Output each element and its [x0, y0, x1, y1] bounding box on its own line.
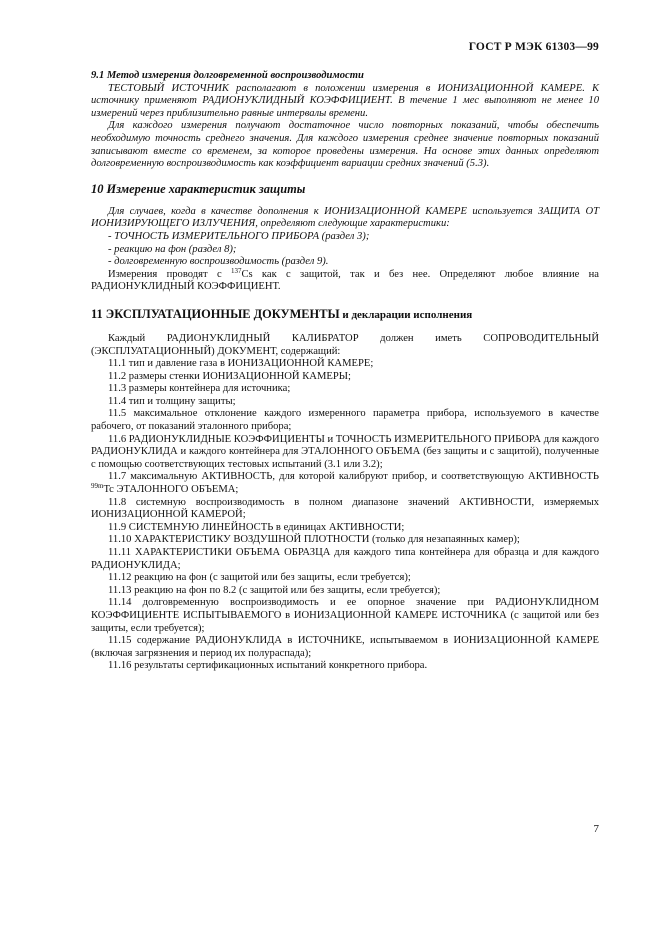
item-11-10: 11.10 ХАРАКТЕРИСТИКУ ВОЗДУШНОЙ ПЛОТНОСТИ (только для незапаянных камер); — [108, 534, 520, 546]
subsection-9-1-paragraph-2: Для каждого измерения получают достаточное число повторных показаний, чтобы обеспечить необходимую точность среднего значения. Для каждого измерения среднее значение повторных показаний записывают вместе со временем, за которое проведены измерения. На основе этих данных определяют долговременную воспроизводимость как коэффициент вариации средних значений (5.3). — [91, 120, 599, 170]
section-11-heading-rest: и декларации исполнения — [339, 308, 473, 321]
doc-code-header: ГОСТ Р МЭК 61303—99 — [468, 41, 599, 53]
item-11-15: 11.15 содержание РАДИОНУКЛИДА в ИСТОЧНИКЕ, испытываемом в ИОНИЗАЦИОННОЙ КАМЕРЕ (включая загрязнения и период их полураспада); — [91, 635, 599, 659]
isotope-99m: 99m — [91, 482, 104, 491]
measurement-note-start: Измерения проводят с — [108, 268, 231, 280]
item-11-9: 11.9 СИСТЕМНУЮ ЛИНЕЙНОСТЬ в единицах АКТИВНОСТИ; — [108, 521, 405, 533]
section-11-heading-main: 11 ЭКСПЛУАТАЦИОННЫЕ ДОКУМЕНТЫ — [91, 306, 340, 321]
section-10-heading: 10 Измерение характеристик защиты — [91, 181, 306, 196]
section-10-item-1: - ТОЧНОСТЬ ИЗМЕРИТЕЛЬНОГО ПРИБОРА (раздел 3); — [108, 230, 370, 242]
item-11-4: 11.4 тип и толщину защиты; — [108, 395, 236, 407]
section-10-intro: Для случаев, когда в качестве дополнения к ИОНИЗАЦИОННОЙ КАМЕРЕ используется ЗАЩИТА ОТ ИОНИЗИРУЮЩЕГО ИЗЛУЧЕНИЯ, определяют следующие характеристики: — [91, 205, 599, 230]
item-11-7 — [91, 471, 599, 496]
item-11-6: 11.6 РАДИОНУКЛИДНЫЕ КОЭФФИЦИЕНТЫ и ТОЧНОСТЬ ИЗМЕРИТЕЛЬНОГО ПРИБОРА для каждого РАДИОНУКЛИДА и каждого контейнера для ЭТАЛОННОГО ОБЪЕМА (без защиты и с защитой), полученные с помощью соответствующих тестовых испытаний (3.1 или 3.2); — [91, 433, 599, 470]
item-11-8: 11.8 системную воспроизводимость в полном диапазоне значений АКТИВНОСТИ, измеряемых ИОНИЗАЦИОННОЙ КАМЕРОЙ; — [91, 496, 599, 521]
section-11-intro: Каждый РАДИОНУКЛИДНЫЙ КАЛИБРАТОР должен иметь СОПРОВОДИТЕЛЬНЫЙ (ЭКСПЛУАТАЦИОННЫЙ) ДОКУМЕНТ, содержащий: — [91, 332, 599, 357]
item-11-7-start: 11.7 максимальную АКТИВНОСТЬ, для которой калибруют прибор, и соответствующую АКТИВНОСТЬ — [108, 471, 599, 483]
item-11-13: 11.13 реакцию на фон по 8.2 (с защитой или без защиты, если требуется); — [108, 584, 441, 596]
item-11-16: 11.16 результаты сертификационных испытаний конкретного прибора. — [108, 660, 428, 672]
item-11-14: 11.14 долговременную воспроизводимость и ее опорное значение при РАДИОНУКЛИДНОМ КОЭФФИЦИЕНТЕ ИСПЫТЫВАЕМОГО в ИОНИЗАЦИОННОЙ КАМЕРЕ ИСТОЧНИКА (с защитой или без защиты, если требуется); — [91, 597, 599, 634]
item-11-3: 11.3 размеры контейнера для источника; — [108, 383, 291, 395]
item-11-1: 11.1 тип и давление газа в ИОНИЗАЦИОННОЙ КАМЕРЕ; — [108, 358, 374, 370]
measurement-note-end: Cs как с защитой, так и без нее. Определяют любое влияние на РАДИОНУКЛИДНЫЙ КОЭФФИЦИЕНТ. — [91, 268, 599, 293]
section-10-item-3: - долговременную воспроизводимость (раздел 9). — [108, 256, 329, 268]
item-11-2: 11.2 размеры стенки ИОНИЗАЦИОННОЙ КАМЕРЫ; — [108, 370, 351, 382]
section-10-item-2: - реакцию на фон (раздел 8); — [108, 243, 237, 255]
item-11-7-end: Tc ЭТАЛОННОГО ОБЪЕМА; — [103, 484, 239, 496]
item-11-5: 11.5 максимальное отклонение каждого измеренного параметра прибора, используемого в качестве рабочего, от показаний эталонного прибора; — [91, 408, 599, 433]
section-11-heading — [91, 307, 599, 323]
item-11-12: 11.12 реакцию на фон (с защитой или без защиты, если требуется); — [108, 572, 411, 584]
page-number: 7 — [593, 823, 599, 835]
page-content — [91, 70, 599, 673]
subsection-9-1-title: 9.1 Метод измерения долговременной воспроизводимости — [91, 70, 364, 81]
section-10-measurement-note — [91, 266, 599, 294]
isotope-mass-number: 137 — [230, 266, 242, 275]
subsection-9-1-paragraph-1: ТЕСТОВЫЙ ИСТОЧНИК располагают в положении измерения в ИОНИЗАЦИОННОЙ КАМЕРЕ. К источнику применяют РАДИОНУКЛИДНЫЙ КОЭФФИЦИЕНТ. В течение 1 мес выполняют не менее 10 измерений через приблизительно равные интервалы времени. — [91, 82, 599, 119]
item-11-11: 11.11 ХАРАКТЕРИСТИКИ ОБЪЕМА ОБРАЗЦА для каждого типа контейнера для образца и для каждого РАДИОНУКЛИДА; — [91, 547, 599, 571]
